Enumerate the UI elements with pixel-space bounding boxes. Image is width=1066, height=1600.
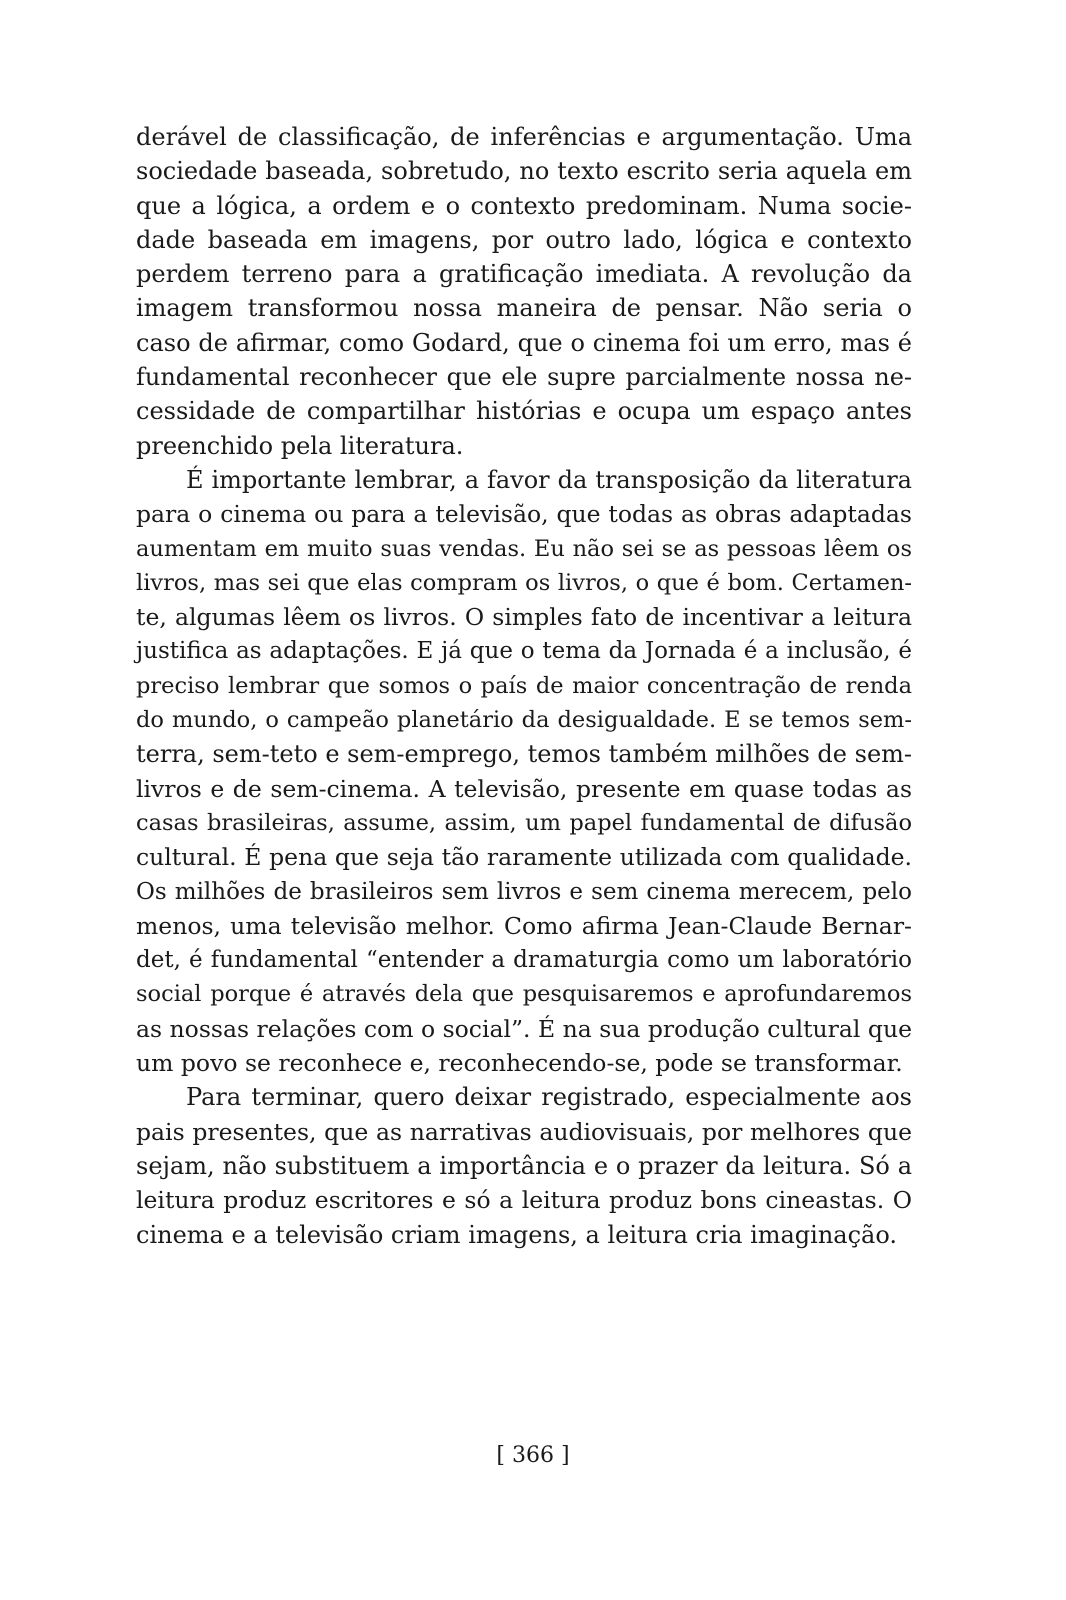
text-line: det, é fundamental “entender a dramaturgia como um laboratório: [136, 947, 912, 974]
text-line: cinema e a televisão criam imagens, a leitura cria imaginação.: [136, 1220, 898, 1249]
paragraph-3: [136, 1080, 912, 1251]
text-line: derável de classificação, de inferências e argumentação. Uma: [136, 123, 912, 151]
text-line: imagem transformou nossa maneira de pensar. Não seria o: [136, 294, 912, 323]
text-line: pais presentes, que as narrativas audiovisuais, por melhores que: [136, 1117, 912, 1146]
text-line: preenchido pela literatura.: [136, 431, 464, 460]
text-line: aumentam em muito suas vendas. Eu não sei se as pessoas lêem os: [136, 535, 912, 562]
text-line: perdem terreno para a gratificação imediata. A revolução da: [136, 260, 912, 289]
text-line: leitura produz escritores e só a leitura produz bons cineastas. O: [136, 1186, 912, 1215]
text-line: terra, sem-teto e sem-emprego, temos também milhões de sem-: [136, 740, 913, 769]
text-line: do mundo, o campeão planetário da desigualdade. E se temos sem-: [136, 707, 912, 734]
text-line: livros e de sem-cinema. A televisão, presente em quase todas as: [136, 774, 912, 803]
text-line: Para terminar, quero deixar registrado, especialmente aos: [186, 1083, 912, 1112]
text-line: para o cinema ou para a televisão, que todas as obras adaptadas: [136, 500, 912, 529]
text-line: sociedade baseada, sobretudo, no texto escrito seria aquela em: [136, 157, 912, 186]
text-line: as nossas relações com o social”. É na sua produção cultural que: [136, 1014, 912, 1043]
text-line: casas brasileiras, assume, assim, um papel fundamental de difusão: [136, 809, 912, 836]
paragraph-2: [136, 463, 912, 1080]
text-line: fundamental reconhecer que ele supre parcialmente nossa ne-: [136, 363, 912, 392]
text-line: É importante lembrar, a favor da transposição da literatura: [186, 465, 912, 494]
text-line: preciso lembrar que somos o país de maior concentração de renda: [136, 672, 912, 699]
text-line: um povo se reconhece e, reconhecendo-se, pode se transformar.: [136, 1049, 903, 1078]
text-line: menos, uma televisão melhor. Como afirma Jean-Claude Bernar-: [136, 911, 912, 940]
paragraph-1: [136, 120, 912, 463]
text-line: Os milhões de brasileiros sem livros e sem cinema merecem, pelo: [136, 878, 912, 905]
text-line: sejam, não substituem a importância e o prazer da leitura. Só a: [136, 1151, 912, 1180]
text-line: cessidade de compartilhar histórias e ocupa um espaço antes: [136, 397, 912, 426]
text-line: dade baseada em imagens, por outro lado, lógica e contexto: [136, 225, 912, 254]
text-line: caso de afirmar, como Godard, que o cinema foi um erro, mas é: [136, 328, 912, 357]
text-line: social porque é através dela que pesquisaremos e aprofundaremos: [136, 981, 912, 1008]
page-number: [ 366 ]: [496, 1443, 570, 1468]
text-line: te, algumas lêem os livros. O simples fato de incentivar a leitura: [136, 603, 912, 632]
text-line: cultural. É pena que seja tão raramente utilizada com qualidade.: [136, 843, 912, 872]
text-line: livros, mas sei que elas compram os livros, o que é bom. Certamen-: [136, 569, 912, 596]
text-line: que a lógica, a ordem e o contexto predominam. Numa socie-: [136, 191, 912, 220]
text-line: justifica as adaptações. E já que o tema da Jornada é a inclusão, é: [136, 638, 912, 665]
body-text: [136, 120, 912, 1252]
